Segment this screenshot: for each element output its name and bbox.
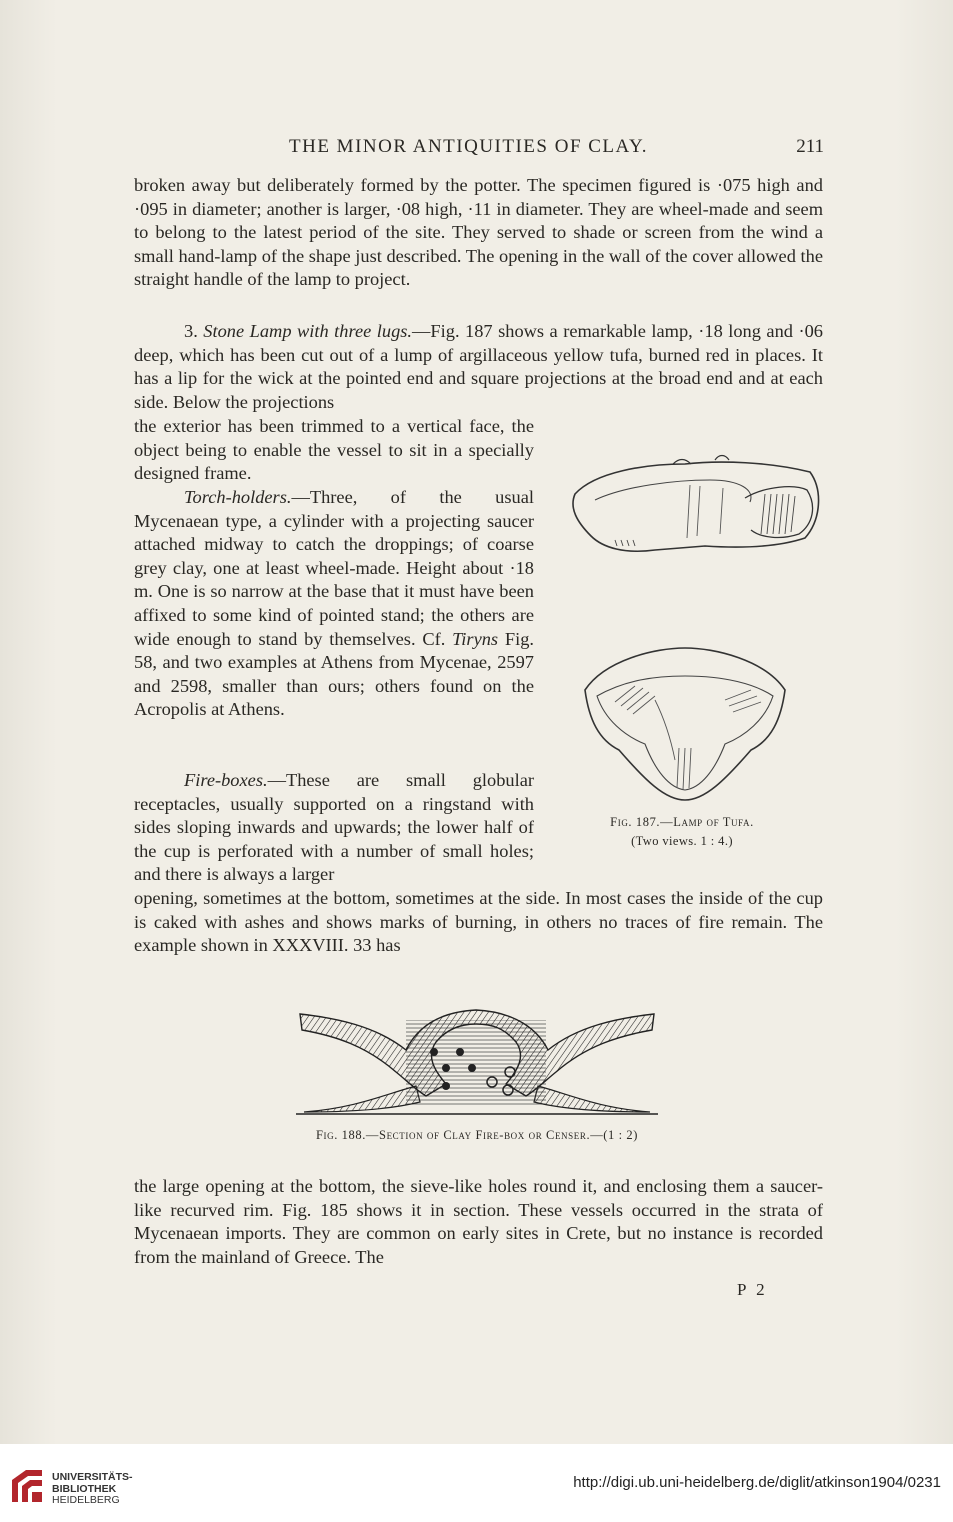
source-url-link[interactable]: http://digi.ub.uni-heidelberg.de/diglit/atkinson1904/0231: [573, 1474, 941, 1491]
library-name-line-1: UNIVERSITÄTS-: [52, 1471, 133, 1483]
library-name-line-2: BIBLIOTHEK: [52, 1482, 117, 1495]
figure-188-caption: Fig. 188.—Section of Clay Fire-box or Censer.—(1 : 2): [315, 1128, 639, 1142]
library-name-line-3: HEIDELBERG: [52, 1494, 120, 1506]
library-name: [52, 1472, 133, 1507]
running-head: [134, 132, 824, 162]
paragraph-fire-boxes: [134, 769, 534, 887]
stone-lamp-text: —Fig. 187 shows a remarkable lamp, ·18 long and ·06 deep, which has been cut out of a lump of argillaceous yellow tufa, burned red in places. It has a lip for the wick at the pointed end and square projections at the broad end and at each side. Below the projections: [134, 321, 823, 412]
library-logo-icon: [8, 1466, 48, 1506]
torch-holders-text: —Three, of the usual Mycenaean type, a cylinder with a projecting saucer attached midway to catch the droppings; of coarse grey clay, one at least wheel-made. Height about ·18 m. One is so narrow at the base that it must have been affixed to some kind of pointed stand; the others are wide enough to stand by themselves. Cf.: [134, 487, 534, 649]
paragraph-stone-lamp: [134, 320, 823, 414]
section-number: 3.: [184, 321, 204, 341]
figure-187-title: Fig. 187.—Lamp of Tufa.: [610, 815, 754, 829]
paragraph-fire-box-section: the large opening at the bottom, the sieve-like holes round it, and enclosing them a saucer-like recurved rim. Fig. 185 shows it in section. These vessels occurred in the strata of Mycenaean imports. They are common on early sites in Crete, but no instance is recorded from the mainland of Greece. The: [134, 1176, 823, 1267]
paragraph-fire-boxes-cont: opening, sometimes at the bottom, sometimes at the side. In most cases the inside of the cup is caked with ashes and shows marks of burning, in others no traces of fire remain. The example shown in XXXVIII. 33 has: [134, 888, 823, 956]
fire-box-section-illustration: [296, 990, 658, 1120]
running-title: THE MINOR ANTIQUITIES OF CLAY.: [289, 136, 649, 157]
reference-tiryns: Tiryns: [452, 628, 499, 649]
torch-holders-text-2: Fig. 58, and two examples at Athens from Mycenae, 2597 and 2598, smaller than ours; others found on the Acropolis at Athens.: [134, 628, 534, 720]
section-heading-torch-holders: Torch-holders.: [184, 487, 292, 507]
page-number: 211: [796, 136, 824, 157]
fire-boxes-text: —These are small globular receptacles, usually supported on a ringstand with sides sloping inwards and upwards; the lower half of the cup is perforated with a number of small holes; and there is always a larger: [134, 770, 534, 885]
figure-187-caption: [572, 815, 792, 849]
lamp-top-view-illustration: [555, 450, 825, 570]
paragraph-cover: broken away but deliberately formed by the potter. The specimen figured is ·075 high and ·095 in diameter; another is larger, ·08 high, ·11 in diameter. They are wheel-made and seem to belong to the latest period of the site. They served to shade or screen from the wind a small hand-lamp of the shape just described. The opening in the wall of the cover allowed the straight handle of the lamp to project.: [134, 175, 823, 290]
figure-187-scale: (Two views. 1 : 4.): [631, 834, 733, 848]
section-heading-fire-boxes: Fire-boxes.: [184, 770, 268, 790]
digitization-footer: [0, 1444, 953, 1522]
signature-mark: P 2: [737, 1280, 768, 1299]
paragraph-torch-holders: [134, 486, 534, 722]
paragraph-stone-lamp-cont: the exterior has been trimmed to a vertical face, the object being to enable the vessel to sit in a specially designed frame.: [134, 416, 534, 484]
lamp-front-view-illustration: [575, 640, 795, 810]
section-heading-stone-lamp: Stone Lamp with three lugs.: [203, 321, 413, 341]
